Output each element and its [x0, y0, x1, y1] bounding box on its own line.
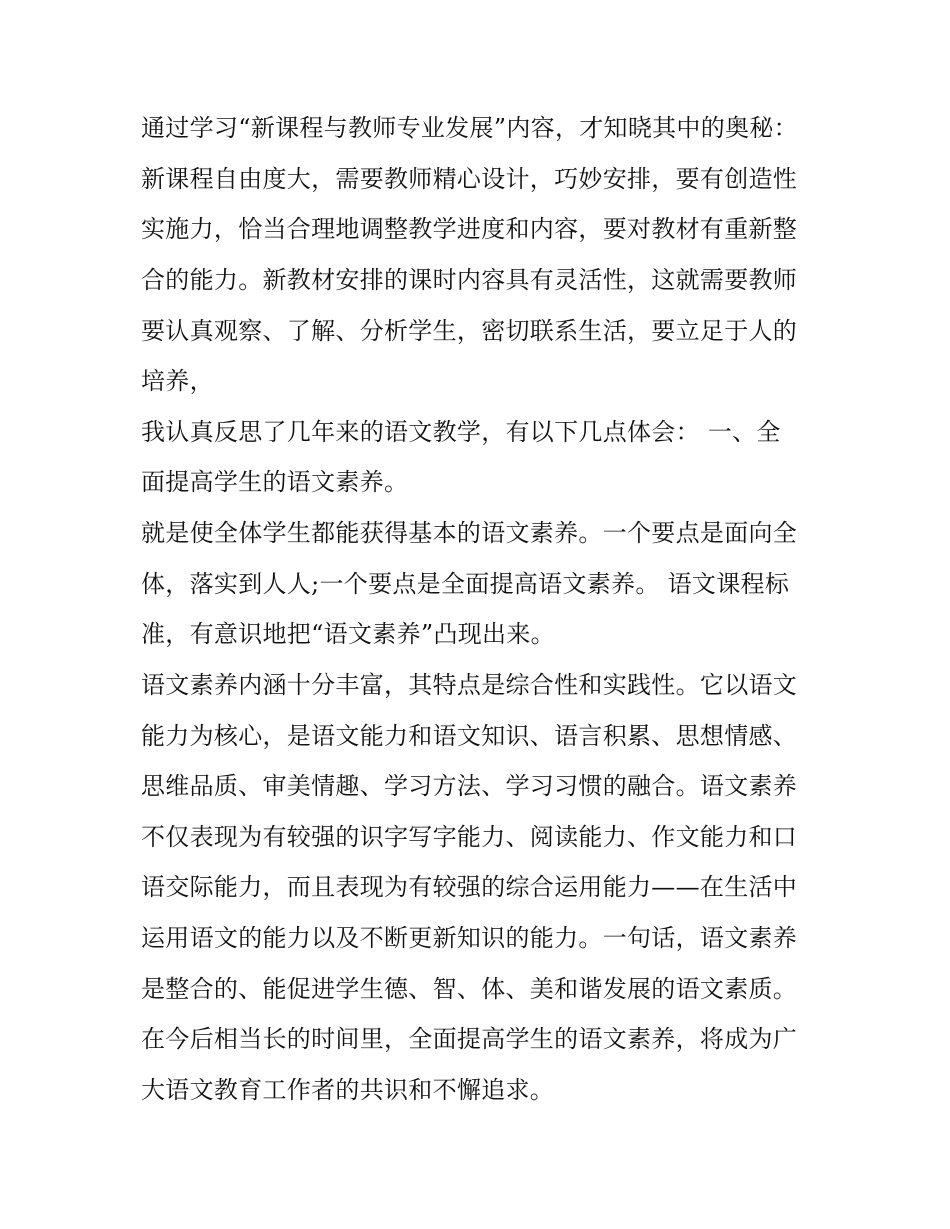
text-line: 语文素养内涵十分丰富，其特点是综合性和实践性。它以语文 [141, 671, 798, 699]
text-line: 合的能力。新教材安排的课时内容具有灵活性，这就需要教师 [141, 266, 798, 294]
text-line: 思维品质、审美情趣、学习方法、学习习惯的融合。语文素养 [141, 772, 798, 800]
text-line: 实施力，恰当合理地调整教学进度和内容，要对教材有重新整 [141, 215, 798, 243]
text-line: 就是使全体学生都能获得基本的语文素养。一个要点是面向全 [141, 519, 798, 547]
text-line: 我认真反思了几年来的语文教学，有以下几点体会： 一、全 [141, 418, 781, 446]
text-line: 在今后相当长的时间里，全面提高学生的语文素养，将成为广 [141, 1025, 798, 1053]
text-line: 面提高学生的语文素养。 [141, 468, 409, 496]
text-line: 语交际能力，而且表现为有较强的综合运用能力——在生活中 [141, 873, 798, 901]
text-line: 准，有意识地把“语文素养”凸现出来。 [141, 620, 555, 648]
text-line: 能力为核心，是语文能力和语文知识、语言积累、思想情感、 [141, 722, 798, 750]
text-line: 不仅表现为有较强的识字写字能力、阅读能力、作文能力和口 [141, 823, 798, 851]
text-line: 运用语文的能力以及不断更新知识的能力。一句话，语文素养 [141, 924, 798, 952]
text-line: 体，落实到人人;一个要点是全面提高语文素养。 语文课程标 [141, 570, 790, 598]
text-line: 大语文教育工作者的共识和不懈追求。 [141, 1076, 555, 1104]
text-line: 通过学习“新课程与教师专业发展”内容，才知晓其中的奥秘： [141, 114, 798, 142]
text-line: 培养， [141, 367, 214, 395]
text-line: 新课程自由度大，需要教师精心设计，巧妙安排，要有创造性 [141, 165, 798, 193]
text-line: 是整合的、能促进学生德、智、体、美和谐发展的语文素质。 [141, 975, 798, 1003]
text-line: 要认真观察、了解、分析学生，密切联系生活，要立足于人的 [141, 317, 798, 345]
